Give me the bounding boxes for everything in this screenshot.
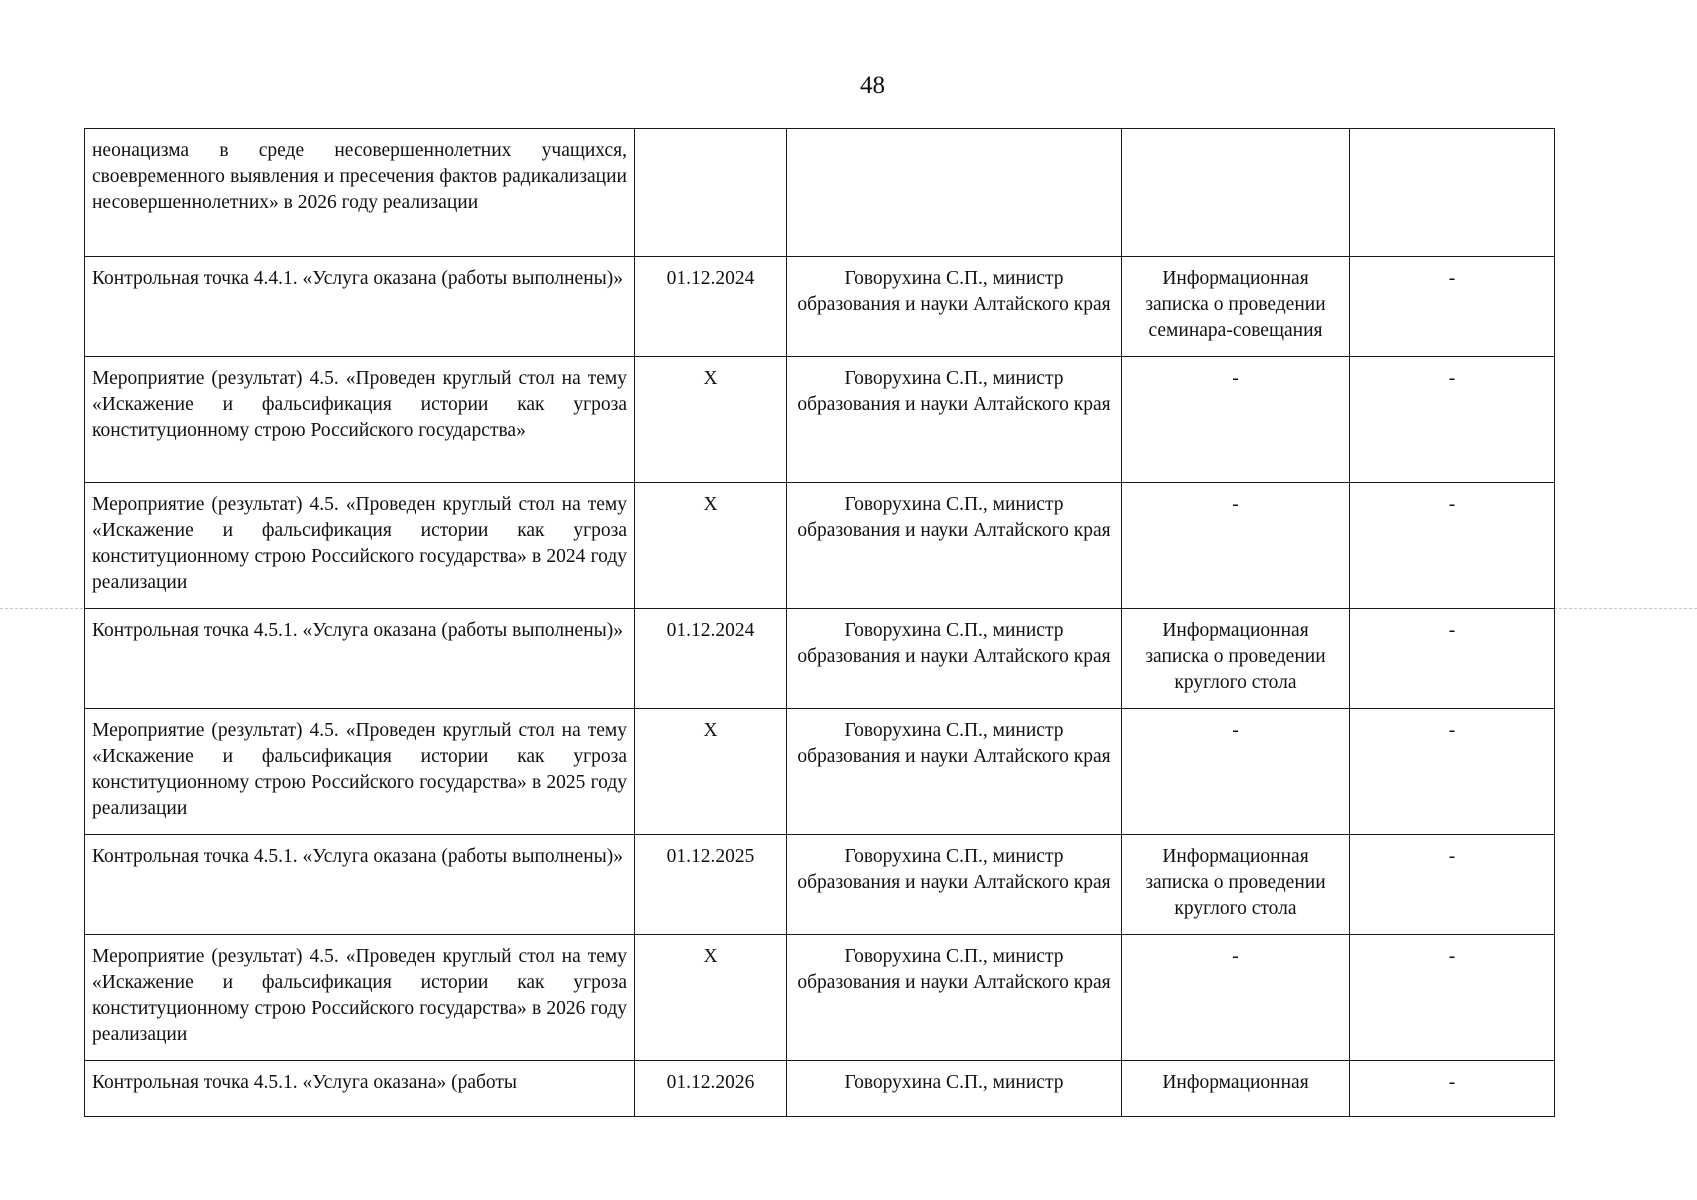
- cell-deadline: Х: [635, 483, 787, 609]
- cell-responsible: [787, 129, 1122, 257]
- cell-extra: -: [1350, 357, 1555, 483]
- cell-document: Информационная записка о проведении круглого стола: [1122, 609, 1350, 709]
- cell-document: Информационная: [1122, 1061, 1350, 1117]
- cell-responsible: Говорухина С.П., министр образования и науки Алтайского края: [787, 709, 1122, 835]
- cell-extra: -: [1350, 609, 1555, 709]
- cell-activity-name: Мероприятие (результат) 4.5. «Проведен круглый стол на тему «Искажение и фальсификация истории как угроза конституционному строю Российского государства» в 2025 году реализации: [85, 709, 635, 835]
- cell-extra: -: [1350, 835, 1555, 935]
- cell-responsible: Говорухина С.П., министр образования и науки Алтайского края: [787, 835, 1122, 935]
- cell-document: Информационная записка о проведении круглого стола: [1122, 835, 1350, 935]
- cell-extra: -: [1350, 935, 1555, 1061]
- cell-deadline: 01.12.2024: [635, 609, 787, 709]
- table-row: [85, 257, 1555, 357]
- cell-extra: -: [1350, 709, 1555, 835]
- cell-activity-name: неонацизма в среде несовершеннолетних учащихся, своевременного выявления и пресечения фактов радикализации несовершеннолетних» в 2026 году реализации: [85, 129, 635, 257]
- cell-activity-name: Мероприятие (результат) 4.5. «Проведен круглый стол на тему «Искажение и фальсификация истории как угроза конституционному строю Российского государства» в 2024 году реализации: [85, 483, 635, 609]
- cell-document: [1122, 129, 1350, 257]
- table-row: [85, 709, 1555, 835]
- table-row: [85, 609, 1555, 709]
- cell-responsible: Говорухина С.П., министр образования и науки Алтайского края: [787, 935, 1122, 1061]
- table-row: [85, 483, 1555, 609]
- cell-extra: -: [1350, 483, 1555, 609]
- table-row: [85, 357, 1555, 483]
- cell-responsible: Говорухина С.П., министр образования и науки Алтайского края: [787, 357, 1122, 483]
- cell-document: -: [1122, 935, 1350, 1061]
- cell-extra: [1350, 129, 1555, 257]
- table-row: [85, 1061, 1555, 1117]
- cell-activity-name: Мероприятие (результат) 4.5. «Проведен круглый стол на тему «Искажение и фальсификация истории как угроза конституционному строю Российского государства» в 2026 году реализации: [85, 935, 635, 1061]
- page-number: 48: [860, 72, 885, 99]
- cell-deadline: 01.12.2024: [635, 257, 787, 357]
- cell-activity-name: Контрольная точка 4.5.1. «Услуга оказана» (работы: [85, 1061, 635, 1117]
- table-row: [85, 935, 1555, 1061]
- cell-deadline: [635, 129, 787, 257]
- cell-deadline: 01.12.2025: [635, 835, 787, 935]
- cell-deadline: Х: [635, 935, 787, 1061]
- cell-document: -: [1122, 709, 1350, 835]
- cell-activity-name: Контрольная точка 4.4.1. «Услуга оказана (работы выполнены)»: [85, 257, 635, 357]
- cell-document: -: [1122, 357, 1350, 483]
- cell-deadline: Х: [635, 709, 787, 835]
- cell-responsible: Говорухина С.П., министр: [787, 1061, 1122, 1117]
- table-row: [85, 835, 1555, 935]
- cell-deadline: 01.12.2026: [635, 1061, 787, 1117]
- cell-activity-name: Контрольная точка 4.5.1. «Услуга оказана (работы выполнены)»: [85, 609, 635, 709]
- plan-table: [84, 128, 1555, 1117]
- cell-extra: -: [1350, 1061, 1555, 1117]
- table-row: [85, 129, 1555, 257]
- cell-deadline: Х: [635, 357, 787, 483]
- cell-responsible: Говорухина С.П., министр образования и науки Алтайского края: [787, 483, 1122, 609]
- cell-responsible: Говорухина С.П., министр образования и науки Алтайского края: [787, 257, 1122, 357]
- cell-activity-name: Контрольная точка 4.5.1. «Услуга оказана (работы выполнены)»: [85, 835, 635, 935]
- cell-document: -: [1122, 483, 1350, 609]
- cell-responsible: Говорухина С.П., министр образования и науки Алтайского края: [787, 609, 1122, 709]
- cell-activity-name: Мероприятие (результат) 4.5. «Проведен круглый стол на тему «Искажение и фальсификация истории как угроза конституционному строю Российского государства»: [85, 357, 635, 483]
- cell-document: Информационная записка о проведении семинара-совещания: [1122, 257, 1350, 357]
- cell-extra: -: [1350, 257, 1555, 357]
